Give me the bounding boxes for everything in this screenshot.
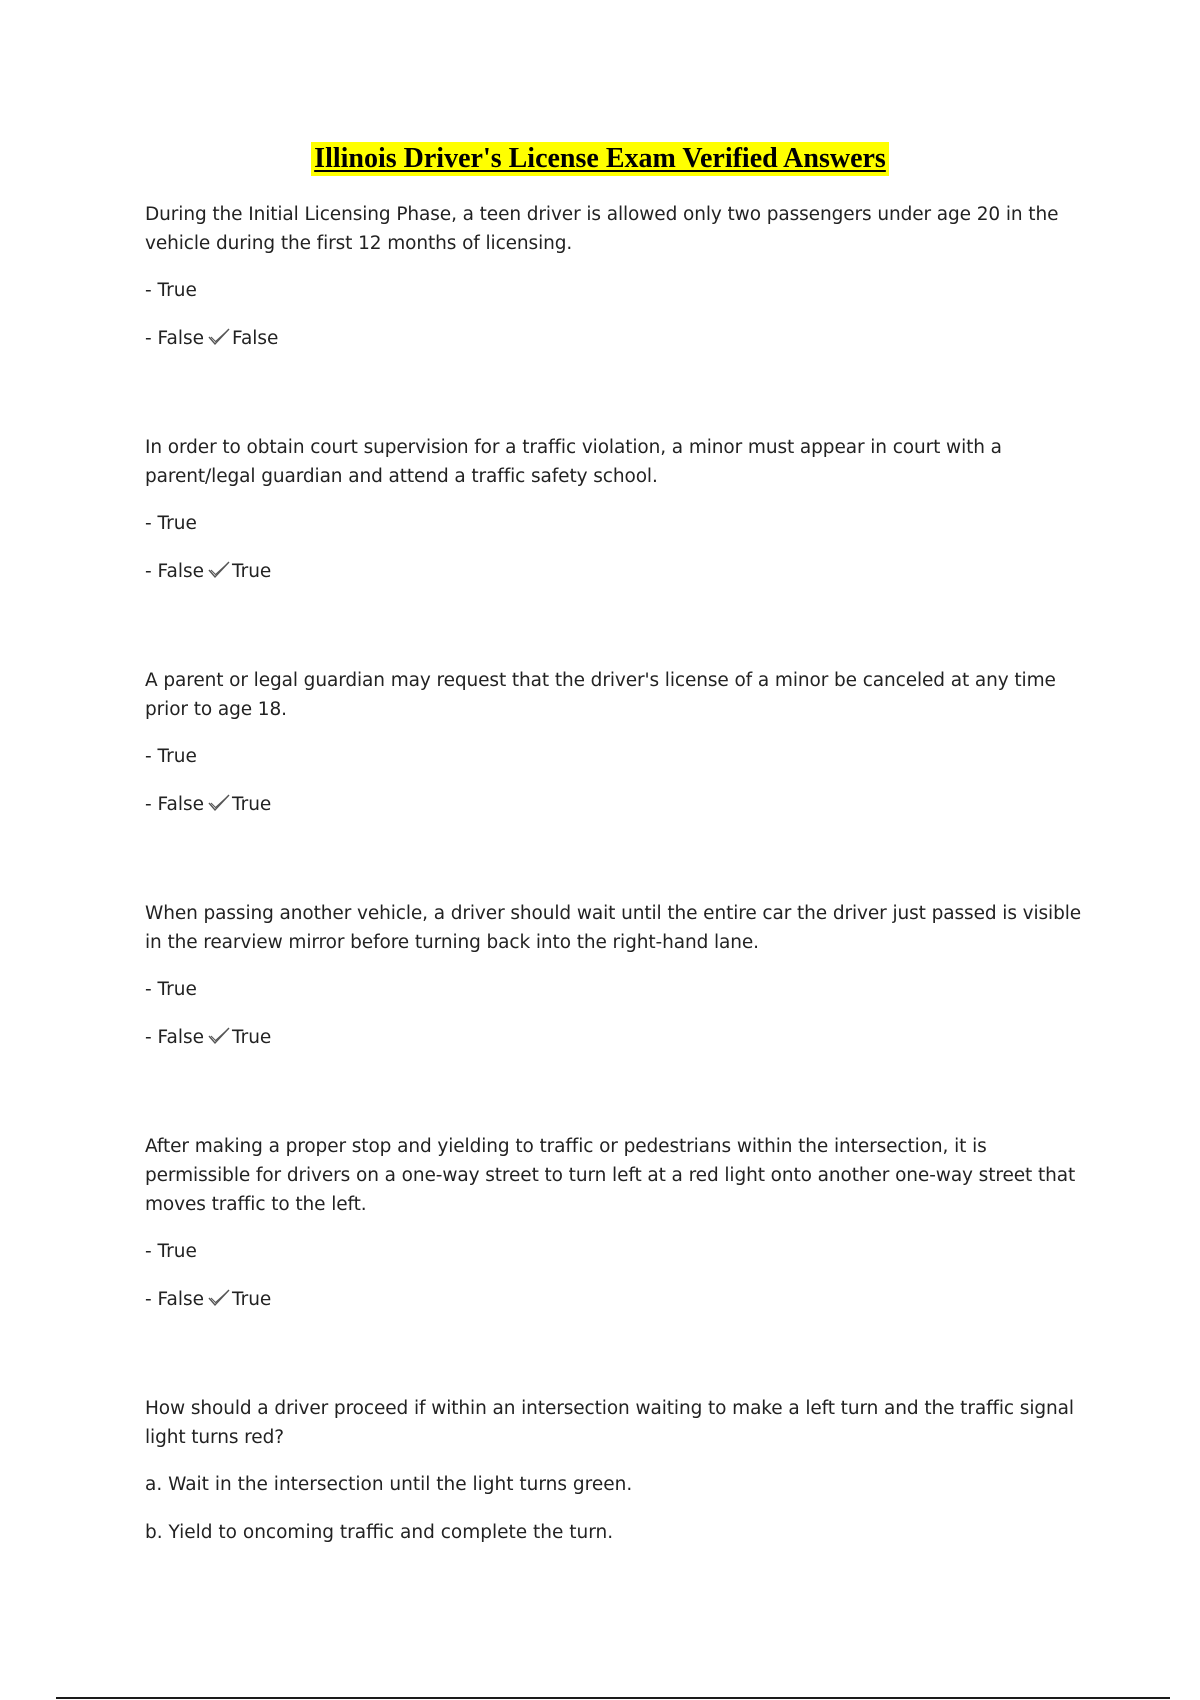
qa-block-1 [145, 200, 1085, 353]
option-true: - True [145, 979, 197, 1000]
answer-text: True [232, 561, 272, 582]
question-text: When passing another vehicle, a driver should wait until the entire car the driver just passed is visible in the rearview mirror before turning back into the right-hand lane. [145, 903, 1082, 953]
question-text: How should a driver proceed if within an intersection waiting to make a left turn and the traffic signal light turns red? [145, 1398, 1074, 1448]
qa-block-6 [145, 1394, 1085, 1547]
option-false: - False [145, 561, 204, 582]
check-icon [207, 793, 231, 813]
check-icon [207, 327, 231, 347]
option-true: - True [145, 513, 197, 534]
option-false: - False [145, 328, 204, 349]
qa-block-3 [145, 666, 1085, 819]
option-false: - False [145, 1289, 204, 1310]
option-b: b. Yield to oncoming traffic and complete the turn. [145, 1522, 614, 1543]
option-false-with-answer [145, 790, 1085, 819]
answer-text: False [232, 328, 279, 349]
qa-block-4 [145, 899, 1085, 1052]
question-text: After making a proper stop and yielding to traffic or pedestrians within the intersection, it is permissible for drivers on a one-way street to turn left at a red light onto another one-way street that moves traffic to the left. [145, 1136, 1076, 1215]
check-icon [207, 560, 231, 580]
answer-text: True [232, 794, 272, 815]
option-false: - False [145, 1027, 204, 1048]
option-false-with-answer [145, 324, 1085, 353]
option-false-with-answer [145, 1023, 1085, 1052]
title-container [0, 142, 1200, 176]
check-icon [207, 1026, 231, 1046]
option-false: - False [145, 794, 204, 815]
option-a: a. Wait in the intersection until the light turns green. [145, 1474, 633, 1495]
option-true: - True [145, 280, 197, 301]
answer-text: True [232, 1289, 272, 1310]
document-body [145, 200, 1085, 1547]
qa-block-5 [145, 1132, 1085, 1314]
answer-text: True [232, 1027, 272, 1048]
option-false-with-answer [145, 557, 1085, 586]
option-true: - True [145, 746, 197, 767]
question-text: During the Initial Licensing Phase, a teen driver is allowed only two passengers under age 20 in the vehicle during the first 12 months of licensing. [145, 204, 1059, 254]
qa-block-2 [145, 433, 1085, 586]
option-false-with-answer [145, 1285, 1085, 1314]
check-icon [207, 1288, 231, 1308]
page-bottom-rule [56, 1697, 1170, 1699]
option-true: - True [145, 1241, 197, 1262]
question-text: In order to obtain court supervision for a traffic violation, a minor must appear in court with a parent/legal guardian and attend a traffic safety school. [145, 437, 1002, 487]
document-title: Illinois Driver's License Exam Verified Answers [311, 142, 889, 176]
question-text: A parent or legal guardian may request that the driver's license of a minor be canceled at any time prior to age 18. [145, 670, 1056, 720]
